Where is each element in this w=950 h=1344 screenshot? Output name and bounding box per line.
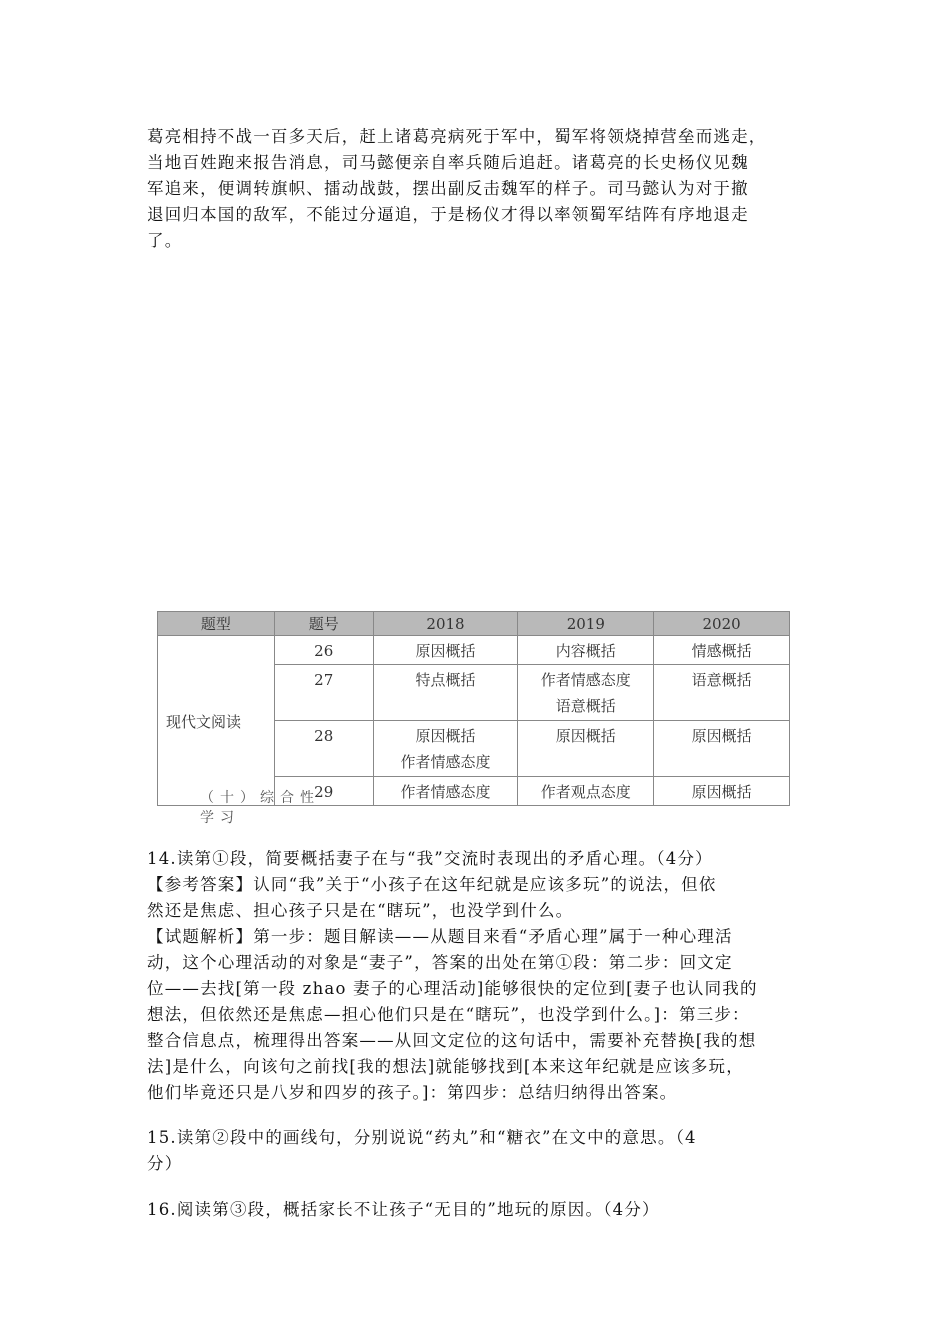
question-title: 16.阅读第③段，概括家长不让孩子“无目的”地玩的原因。（4分） xyxy=(147,1200,660,1219)
header-cell-number: 题号 xyxy=(274,612,373,636)
cell-2018 xyxy=(373,636,518,665)
table-header-row xyxy=(158,612,790,636)
cell-2019 xyxy=(518,665,654,721)
cell-text: 作者情感态度 xyxy=(400,753,491,771)
question-15 xyxy=(147,1125,819,1177)
answer-line: 【参考答案】认同“我”关于“小孩子在这年纪就是应该多玩”的说法，但依 xyxy=(147,875,717,894)
intro-paragraph xyxy=(147,124,819,254)
analysis-line: 他们毕竟还只是八岁和四岁的孩子。]：第四步：总结归纳得出答案。 xyxy=(147,1083,678,1102)
cell-text: 原因概括 xyxy=(415,727,476,745)
cell-2019 xyxy=(518,777,654,806)
cell-text: 情感概括 xyxy=(691,642,752,660)
question-type-table xyxy=(157,611,790,801)
header-cell-2020: 2020 xyxy=(654,612,790,636)
cropped-caption xyxy=(200,790,330,826)
text-line: 军追来，便调转旗帜、擂动战鼓，摆出副反击魏军的样子。司马懿认为对于撤 xyxy=(147,179,749,198)
cell-text: 原因概括 xyxy=(691,783,752,801)
number-cell: 27 xyxy=(274,665,373,721)
text-line: 当地百姓跑来报告消息，司马懿便亲自率兵随后追赶。诸葛亮的长史杨仪见魏 xyxy=(147,153,749,172)
cell-text: 内容概括 xyxy=(555,642,616,660)
text-line: 了。 xyxy=(147,231,183,250)
number-cell: 29 xyxy=(274,777,373,806)
answer-line: 然还是焦虑、担心孩子只是在“瞎玩”，也没学到什么。 xyxy=(147,901,574,920)
analysis-line: 动，这个心理活动的对象是“妻子”，答案的出处在第①段：第二步：回文定 xyxy=(147,953,733,972)
cell-2018 xyxy=(373,665,518,721)
cell-2020 xyxy=(654,721,790,777)
header-cell-2019: 2019 xyxy=(518,612,654,636)
cell-2020 xyxy=(654,777,790,806)
cell-text: 原因概括 xyxy=(555,727,616,745)
cell-2018 xyxy=(373,721,518,777)
question-title: 14.读第①段，简要概括妻子在与“我”交流时表现出的矛盾心理。（4分） xyxy=(147,849,713,868)
cell-2020 xyxy=(654,665,790,721)
cell-text: 作者观点态度 xyxy=(540,783,631,801)
cell-text: 特点概括 xyxy=(415,671,476,689)
analysis-line: 整合信息点，梳理得出答案——从回文定位的这句话中，需要补充替换[我的想 xyxy=(147,1031,757,1050)
text-line: 葛亮相持不战一百多天后，赶上诸葛亮病死于军中，蜀军将领烧掉营垒而逃走， xyxy=(147,127,767,146)
cell-text: 作者情感态度 xyxy=(540,671,631,689)
analysis-line: 位——去找[第一段 zhao 妻子的心理活动]能够很快的定位到[妻子也认同我的 xyxy=(147,979,758,998)
cell-text: 原因概括 xyxy=(415,642,476,660)
cell-2019 xyxy=(518,721,654,777)
cell-2020 xyxy=(654,636,790,665)
cell-2019 xyxy=(518,636,654,665)
cell-text: 语意概括 xyxy=(691,671,752,689)
cell-2018 xyxy=(373,777,518,806)
question-16 xyxy=(147,1197,819,1223)
header-cell-2018: 2018 xyxy=(373,612,518,636)
category-cell: 现代文阅读 xyxy=(158,636,275,806)
question-title: 15.读第②段中的画线句，分别说说“药丸”和“糖衣”在文中的意思。（4 xyxy=(147,1128,697,1147)
number-cell: 28 xyxy=(274,721,373,777)
number-cell: 26 xyxy=(274,636,373,665)
question-14 xyxy=(147,846,819,1106)
cell-text: 语意概括 xyxy=(555,697,616,715)
text-line: 退回归本国的敌军，不能过分逼追，于是杨仪才得以率领蜀军结阵有序地退走 xyxy=(147,205,749,224)
analysis-line: 想法，但依然还是焦虑—担心他们只是在“瞎玩”，也没学到什么。]：第三步： xyxy=(147,1005,750,1024)
table-row xyxy=(158,636,790,665)
question-title: 分） xyxy=(147,1154,183,1173)
analysis-line: 【试题解析】第一步：题目解读——从题目来看“矛盾心理”属于一种心理活 xyxy=(147,927,733,946)
cell-text: 作者情感态度 xyxy=(400,783,491,801)
analysis-line: 法]是什么，向该句之前找[我的想法]就能够找到[本来这年纪就是应该多玩， xyxy=(147,1057,744,1076)
header-cell-type: 题型 xyxy=(158,612,275,636)
cropped-caption-text: （十）综合性学习 xyxy=(200,790,320,826)
cell-text: 原因概括 xyxy=(691,727,752,745)
